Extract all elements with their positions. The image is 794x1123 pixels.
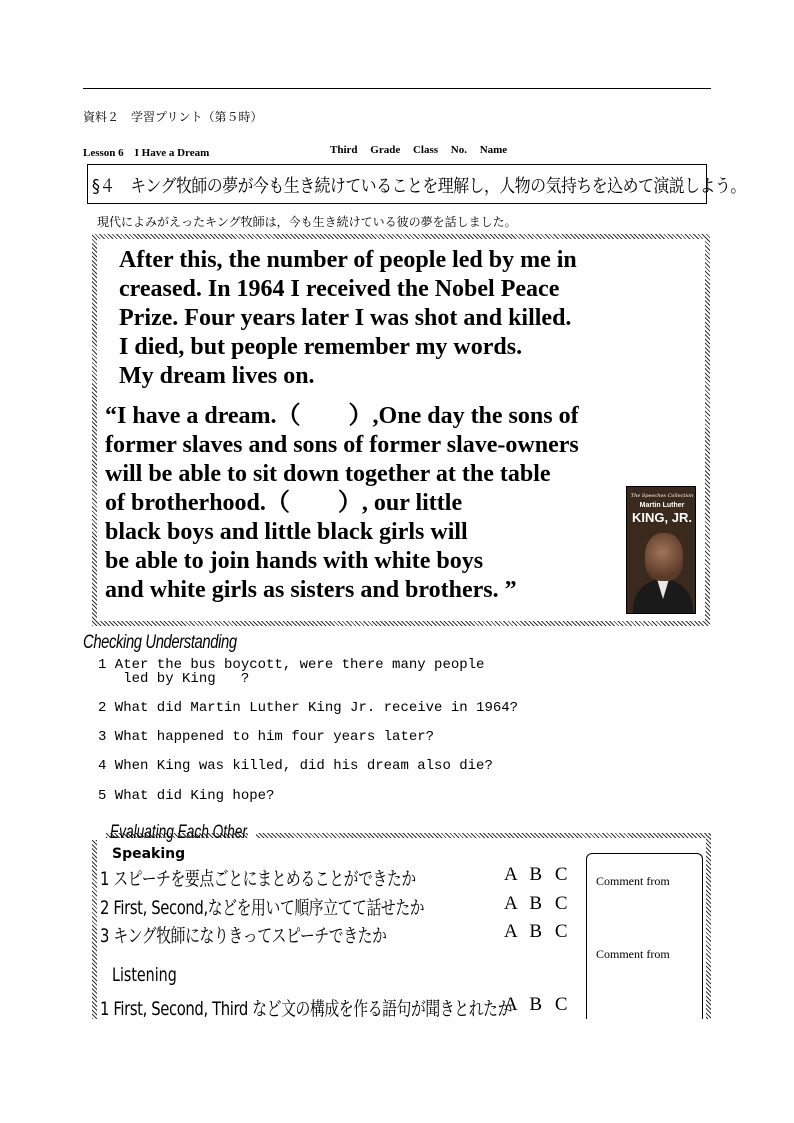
section-title: §４ キング牧師の夢が今も生き続けていることを理解し，人物の気持ちを込めて演説しよう。 — [92, 176, 746, 197]
speech-line: After this, the number of people led by me in — [119, 247, 577, 273]
cover-name-line-1: Martin Luther — [639, 502, 685, 509]
speech-line: former slaves and sons of former slave-owners — [105, 432, 579, 458]
speech-line: My dream lives on. — [119, 363, 315, 389]
speech-paragraph-1 — [119, 246, 577, 391]
mlk-cover-image — [626, 486, 696, 614]
grade-options[interactable]: A B C — [504, 994, 568, 1015]
comment-label-2: Comment from — [596, 947, 670, 961]
checking-heading: Checking Understanding — [83, 632, 237, 653]
speech-line: “I have a dream.（ ）,One day the sons of — [105, 403, 579, 429]
speaking-label: Speaking — [112, 846, 186, 862]
material-label: 資料２ 学習プリント（第５時） — [83, 110, 263, 124]
speaking-item-3: 3 キング牧師になりきってスピーチできたか — [100, 925, 387, 947]
section-intro: 現代によみがえったキング牧師は，今も生き続けている彼の夢を話しました。 — [97, 215, 517, 229]
speech-line: creased. In 1964 I received the Nobel Peace — [119, 276, 560, 302]
speech-line: will be able to sit down together at the table — [105, 461, 551, 487]
question-1: 1 Ater the bus boycott, were there many people — [98, 657, 485, 673]
speech-line: I died, but people remember my words. — [119, 334, 523, 360]
cover-name-line-2: KING, JR. — [632, 510, 692, 525]
grade-line: Third Grade Class No. Name — [330, 144, 508, 156]
speech-line: black boys and little black girls will — [105, 519, 468, 545]
speech-line: be able to join hands with white boys — [105, 548, 484, 574]
speech-line: of brotherhood.（ ）, our little — [105, 490, 463, 516]
question-4: 4 When King was killed, did his dream also die? — [98, 758, 493, 774]
speech-line: and white girls as sisters and brothers. ” — [105, 577, 517, 603]
cover-series-text: The Speeches Collection — [630, 493, 694, 499]
listening-item-1: 1 First, Second, Third など文の構成を作る語句が聞きとれたか — [100, 998, 512, 1020]
comment-label-1: Comment from — [596, 874, 670, 888]
question-1-cont: led by King ? — [98, 671, 250, 687]
speech-paragraph-2 — [105, 402, 579, 605]
question-2: 2 What did Martin Luther King Jr. receive in 1964? — [98, 700, 519, 716]
grade-options[interactable]: A B C — [504, 864, 568, 885]
top-rule — [83, 88, 711, 89]
lesson-title: Lesson 6 I Have a Dream — [83, 147, 210, 159]
portrait-face — [645, 533, 683, 581]
question-5: 5 What did King hope? — [98, 788, 275, 804]
speech-line: Prize. Four years later I was shot and killed. — [119, 305, 572, 331]
listening-label: Listening — [112, 964, 177, 986]
grade-options[interactable]: A B C — [504, 921, 568, 942]
speaking-item-1: 1 スピーチを要点ごとにまとめることができたか — [100, 868, 416, 890]
speaking-item-2: 2 First, Second,などを用いて順序立てて話せたか — [100, 897, 425, 919]
question-3: 3 What happened to him four years later? — [98, 729, 435, 745]
grade-options[interactable]: A B C — [504, 893, 568, 914]
evaluation-heading: Evaluating Each Other — [110, 822, 247, 843]
